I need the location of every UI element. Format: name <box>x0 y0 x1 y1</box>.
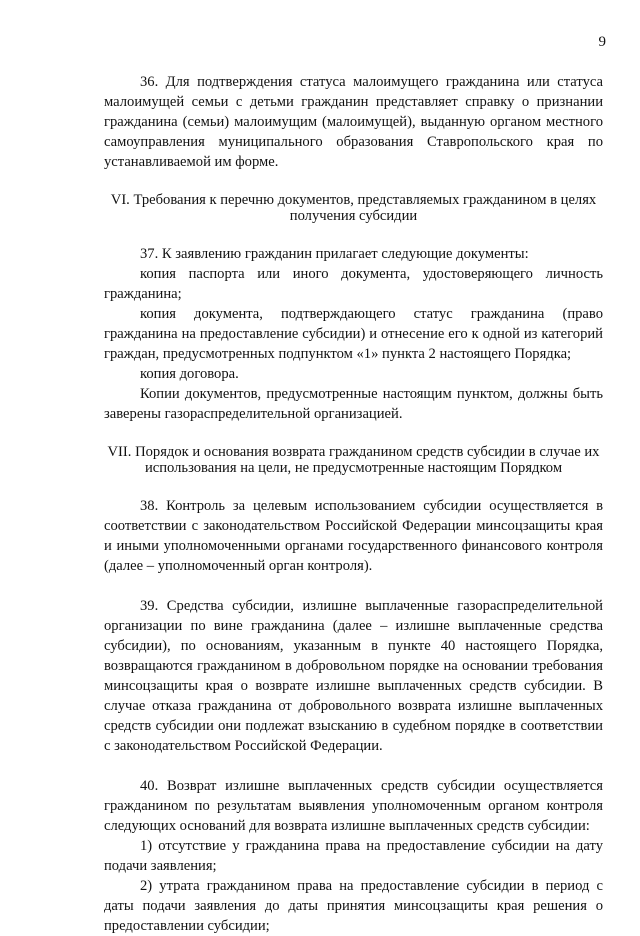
paragraph-36: 36. Для подтверждения статуса малоимущего гражданина или статуса малоимущей семьи с детьми гражданин представляет справку о признании гражданина (семьи) малоимущим (малоимущей), выданную органом местного самоуправления муниципального образования Ставропольского края по устанавливаемой им форме. <box>104 74 603 170</box>
document-body <box>104 72 603 936</box>
section-6-heading: VI. Требования к перечню документов, представляемых гражданином в целях получения субсидии <box>110 192 597 224</box>
paragraph-39: 39. Средства субсидии, излишне выплаченные газораспределительной организации по вине гражданина (далее – излишне выплаченные средства субсидии), по основаниям, указанным в пункте 40 настоящего Порядка, возвращаются гражданином в добровольном порядке на основании требования минсоцзащиты края о возврате излишне выплаченных средств субсидии. В случае отказа гражданина от добровольного возврата излишне выплаченных средств субсидии они подлежат взысканию в судебном порядке в соответствии с законодательством Российской Федерации. <box>104 598 603 754</box>
paragraph-40: 40. Возврат излишне выплаченных средств субсидии осуществляется гражданином по результатам выявления уполномоченным органом контроля следующих оснований для возврата излишне выплаченных средств субсидии: <box>104 778 603 834</box>
section-7-heading: VII. Порядок и основания возврата гражданином средств субсидии в случае их использования на цели, не предусмотренные настоящим Порядком <box>107 444 600 476</box>
page-number: 9 <box>598 34 606 50</box>
paragraph-38: 38. Контроль за целевым использованием субсидии осуществляется в соответствии с законодательством Российской Федерации минсоцзащиты края и иными уполномоченными органами государственного финансового контроля (далее – уполномоченный орган контроля). <box>104 498 603 574</box>
paragraph-37-item-3: копия договора. <box>140 366 239 382</box>
paragraph-37-item-2: копия документа, подтверждающего статус гражданина (право гражданина на предоставление субсидии) и отнесение его к одной из категорий граждан, предусмотренных подпунктом «1» пункта 2 настоящего Порядка; <box>104 306 603 362</box>
paragraph-37-item-1: копия паспорта или иного документа, удостоверяющего личность гражданина; <box>104 266 603 302</box>
paragraph-40-item-1: 1) отсутствие у гражданина права на предоставление субсидии на дату подачи заявления; <box>104 838 603 874</box>
paragraph-40-item-2: 2) утрата гражданином права на предоставление субсидии в период с даты подачи заявления до даты принятия минсоцзащиты края решения о предоставлении субсидии; <box>104 878 603 934</box>
paragraph-37-note: Копии документов, предусмотренные настоящим пунктом, должны быть заверены газораспределительной организацией. <box>104 386 603 422</box>
paragraph-37: 37. К заявлению гражданин прилагает следующие документы: <box>140 246 529 262</box>
